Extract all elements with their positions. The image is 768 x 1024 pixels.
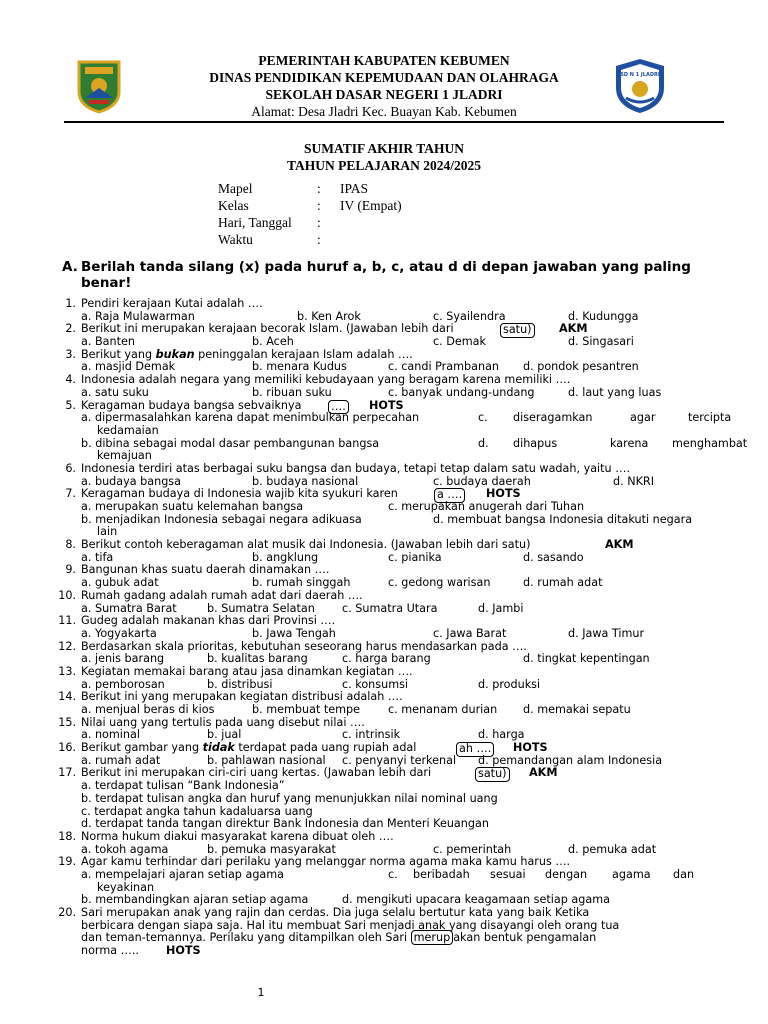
school-address: Alamat: Desa Jladri Kec. Buayan Kab. Kebumen bbox=[251, 104, 517, 119]
question-16-options: a. rumah adat b. pahlawan nasional c. penyanyi terkenal d. pemandangan alam Indonesia bbox=[81, 753, 663, 767]
question-18: 18. Norma hukum diakui masyarakat karena dibuat oleh …. bbox=[58, 829, 394, 843]
question-8-options: a. tifa b. angklung c. pianika d. sasando bbox=[81, 550, 584, 564]
question-4: 4. Indonesia adalah negara yang memiliki kebudayaan yang beragam karena memiliki …. bbox=[65, 373, 571, 387]
question-7-options-ac: a. merupakan suatu kelemahan bangsa c. merupakan anugerah dari Tuhan bbox=[81, 500, 585, 513]
question-17-option-a: a. terdapat tulisan “Bank Indonesia” bbox=[81, 779, 285, 793]
question-15-options: a. nominal b. jual c. intrinsik d. harga bbox=[81, 728, 525, 742]
question-6-options: a. budaya bangsa b. budaya nasional c. budaya daerah d. NKRI bbox=[81, 474, 654, 488]
question-5: 5. Keragaman budaya bangsa sebvaiknya …. HOTS bbox=[65, 398, 404, 413]
question-list: 1. Pendiri kerajaan Kutai adalah …. a. Raja Mulawarman b. Ken Arok c. Syailendra d. Kudungga 2. Berikut ini merupakan kerajaan becorak Islam. (Jawaban lebih dari satu) AKM a. Banten b. Aceh c. Demak d. Singasari 3. Berikut yang bukan peninggalan kerajaan Islam adalah …. a. masjid Demak b. menara Kudus c. candi Prambanan d. pondok pesantren 4. Indonesia adalah negara yang memiliki kebudayaan yang beragam karena memiliki …. a. satu suku b. ribuan suku c. banyak undang-undang d. laut yang luas 5. Keragaman budaya bangsa sebvaiknya …. HOTS a. dipermasalahkan karena dapat menimbulkan perpecahan c. diseragamkan agar tercipta kedamaian b. dibina sebagai modal dasar pembangunan bangsa d. dihapus karena menghambat kemajuan 6. Indonesia terdiri atas berbagai suku bangsa dan budaya, tetapi tetap dalam satu wadah, yaitu …. a. budaya bangsa b. budaya nasional c. budaya daerah d. NKRI 7. Keragaman budaya di Indonesia wajib kita syukuri karen a …. HOTS a. merupakan suatu kelemahan bangsa c. merupakan anugerah dari Tuhan b. menjadikan Indonesia sebagai negara adikuasa d. membuat bangsa Indonesia ditakuti negara lain 8. Berikut contoh keberagaman alat musik dai Indonesia. (Jawaban lebih dari satu) AKM a. tifa b. angklung c. pianika d. sasando 9. Bangunan khas suatu daerah dinamakan …. a. gubuk adat b. rumah singgah c. gedong warisan d. rumah adat 10. Rumah gadang adalah rumah adat dari daerah …. a. Sumatra Barat b. Sumatra Selatan c. Sumatra Utara d. Jambi 11. Gudeg adalah makanan khas dari Provinsi …. a. Yogyakarta b. Jawa Tengah c. Jawa Barat d. Jawa Timur 12. Berdasarkan skala prioritas, kebutuhan seseorang harus mendasarkan pada …. a. jenis barang b. kualitas barang c. harga barang d. tingkat kepentingan 13. Kegiatan memakai barang atau jasa dinamkan kegiatan …. a. pemborosan b. distribusi c. konsumsi d. produksi 14. Berikut ini yang merupakan kegiatan distribusi adalah …. a. menjual beras di kios b. membuat tempe c. menanam durian d. memakai sepatu 15. Nilai uang yang tertulis pada uang disebut nilai …. a. nominal b. jual c. intrinsik d. harga 16. Berikut gambar yang tidak terdapat pada uang rupiah adal ah …. HOTS a. rumah adat b. pahlawan nasional c. penyanyi terkenal d. pemandangan alam Indonesia 17. Berikut ini merupakan ciri-ciri uang kertas. (Jawaban lebih dari satu) AKM a. terdapat tulisan “Bank Indonesia” b. terdapat tulisan angka dan huruf yang menunjukkan nilai nominal uang c. terdapat angka tahun kadaluarsa uang d. terdapat tanda tangan direktur Bank Indonesia dan Menteri Keuangan 18. Norma hukum diakui masyarakat karena dibuat oleh …. a. tokoh agama b. pemuka masyarakat c. pemerintah d. pemuka adat 19. Agar kamu terhindar dari perilaku yang melanggar norma agama maka kamu harus …. a. mempelajari ajaran setiap agama c. beribadah sesuai dengan agama dan keyakinan b. membandingkan ajaran setiap agama d. mengikuti upacara keagamaan setiap agama 20. Sari merupakan anak yang rajin dan cerdas. Dia juga selalu bertutur kata yang baik Ketika berbicara dengan siapa saja. Hal itu membuat Sari menjadi anak yang disayangi oleh orang tua dan teman-temannya. Perilaku yang ditampilkan oleh Sari merup akan bentuk pengamalan norma ….. HOTS bbox=[0, 298, 768, 958]
question-1: 1. Pendiri kerajaan Kutai adalah …. bbox=[65, 297, 263, 310]
academic-year: TAHUN PELAJARAN 2024/2025 bbox=[286, 158, 481, 173]
question-19: 19. Agar kamu terhindar dari perilaku yang melanggar norma agama maka kamu harus …. bbox=[58, 855, 571, 869]
question-15: 15. Nilai uang yang tertulis pada uang disebut nilai …. bbox=[58, 715, 365, 729]
question-2-options: a. Banten b. Aceh c. Demak d. Singasari bbox=[81, 335, 634, 349]
question-10-options: a. Sumatra Barat b. Sumatra Selatan c. Sumatra Utara d. Jambi bbox=[81, 601, 524, 615]
question-10: 10. Rumah gadang adalah rumah adat dari daerah …. bbox=[58, 588, 363, 602]
question-17-option-b: b. terdapat tulisan angka dan huruf yang menunjukkan nilai nominal uang bbox=[81, 791, 498, 805]
question-11-options: a. Yogyakarta b. Jawa Tengah c. Jawa Barat d. Jawa Timur bbox=[81, 626, 645, 640]
school-logo-text: SD N 1 JLADRI bbox=[620, 72, 660, 78]
letterhead-divider bbox=[64, 121, 724, 123]
question-2: 2. Berikut ini merupakan kerajaan becorak Islam. (Jawaban lebih dari satu) AKM bbox=[65, 322, 588, 337]
school-logo bbox=[612, 56, 668, 116]
question-9: 9. Bangunan khas suatu daerah dinamakan …. bbox=[65, 563, 330, 577]
question-3-options: a. masjid Demak b. menara Kudus c. candi Prambanan d. pondok pesantren bbox=[81, 360, 639, 374]
question-13: 13. Kegiatan memakai barang atau jasa dinamkan kegiatan …. bbox=[58, 664, 413, 678]
question-7-options-bd: b. menjadikan Indonesia sebagai negara adikuasa d. membuat bangsa Indonesia ditakuti negara bbox=[81, 512, 693, 526]
question-19-options-ac: a. mempelajari ajaran setiap agama c. beribadah sesuai dengan agama dan bbox=[81, 867, 695, 881]
question-18-options: a. tokoh agama b. pemuka masyarakat c. pemerintah d. pemuka adat bbox=[81, 842, 657, 856]
question-12-options: a. jenis barang b. kualitas barang c. harga barang d. tingkat kepentingan bbox=[81, 652, 650, 666]
office-name: DINAS PENDIDIKAN KEPEMUDAAN DAN OLAHRAGA bbox=[209, 70, 559, 85]
page-number: 1 bbox=[257, 986, 265, 999]
question-16: 16. Berikut gambar yang tidak terdapat pada uang rupiah adal ah …. HOTS bbox=[58, 741, 548, 756]
question-17-option-c: c. terdapat angka tahun kadaluarsa uang bbox=[81, 804, 313, 818]
question-13-options: a. pemborosan b. distribusi c. konsumsi d. produksi bbox=[81, 677, 541, 691]
question-8: 8. Berikut contoh keberagaman alat musik dai Indonesia. (Jawaban lebih dari satu) AKM bbox=[65, 538, 634, 552]
question-1-options: a. Raja Mulawarman b. Ken Arok c. Syailendra d. Kudungga bbox=[81, 309, 639, 323]
question-5-options-ac: a. dipermasalahkan karena dapat menimbulkan perpecahan c. diseragamkan agar tercipta bbox=[81, 411, 732, 425]
question-11: 11. Gudeg adalah makanan khas dari Provinsi …. bbox=[58, 614, 336, 628]
question-9-options: a. gubuk adat b. rumah singgah c. gedong warisan d. rumah adat bbox=[81, 576, 603, 590]
question-4-options: a. satu suku b. ribuan suku c. banyak undang-undang d. laut yang luas bbox=[81, 385, 662, 399]
government-name: PEMERINTAH KABUPATEN KEBUMEN bbox=[258, 53, 510, 68]
question-14-options: a. menjual beras di kios b. membuat tempe c. menanam durian d. memakai sepatu bbox=[81, 703, 631, 716]
question-19-options-bd: b. membandingkan ajaran setiap agama d. mengikuti upacara keagamaan setiap agama bbox=[81, 893, 610, 907]
question-20: 20. Sari merupakan anak yang rajin dan cerdas. Dia juga selalu bertutur kata yang baik Ketika bbox=[58, 906, 590, 919]
school-name: SEKOLAH DASAR NEGERI 1 JLADRI bbox=[265, 87, 503, 102]
exam-title: SUMATIF AKHIR TAHUN bbox=[303, 141, 465, 156]
question-7: 7. Keragaman budaya di Indonesia wajib kita syukuri karen a …. HOTS bbox=[65, 487, 521, 502]
question-17-option-d: d. terdapat tanda tangan direktur Bank Indonesia dan Menteri Keuangan bbox=[81, 817, 489, 831]
question-5-options-bd: b. dibina sebagai modal dasar pembangunan bangsa d. dihapus karena menghambat bbox=[81, 436, 748, 450]
question-3: 3. Berikut yang bukan peninggalan kerajaan Islam adalah …. bbox=[65, 347, 413, 361]
question-14: 14. Berikut ini yang merupakan kegiatan distribusi adalah …. bbox=[58, 690, 403, 704]
question-6: 6. Indonesia terdiri atas berbagai suku bangsa dan budaya, tetapi tetap dalam satu wadah, yaitu …. bbox=[65, 461, 630, 475]
question-12: 12. Berdasarkan skala prioritas, kebutuhan seseorang harus mendasarkan pada …. bbox=[58, 639, 527, 653]
question-17: 17. Berikut ini merupakan ciri-ciri uang kertas. (Jawaban lebih dari satu) AKM bbox=[58, 766, 558, 781]
